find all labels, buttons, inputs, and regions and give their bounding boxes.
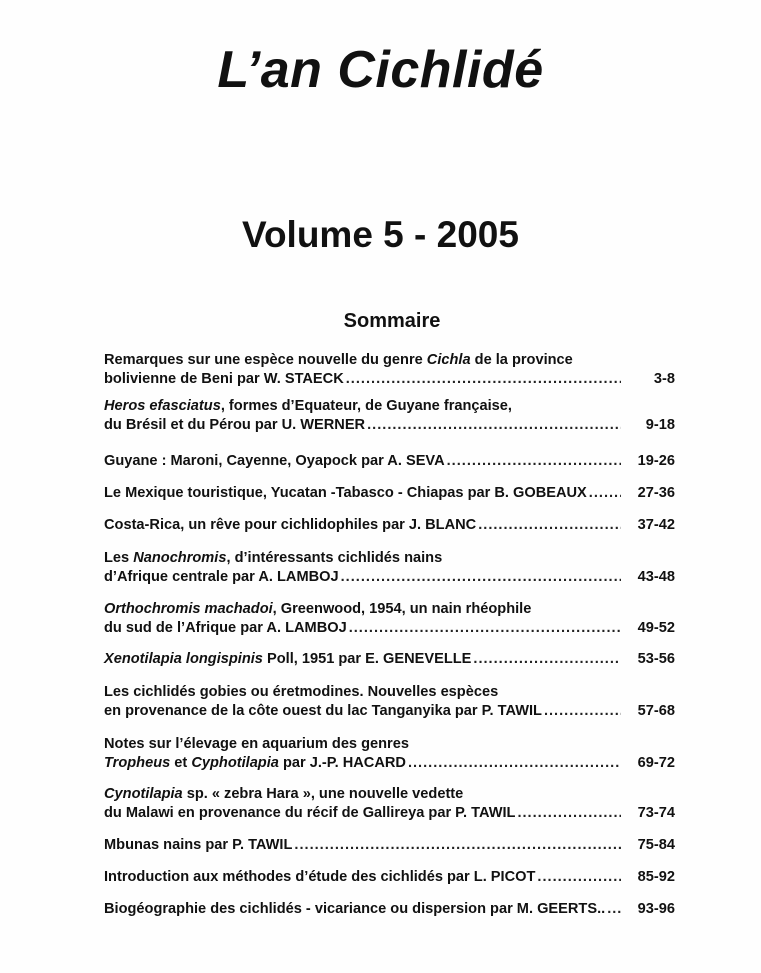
toc-entry-text-segment: Les cichlidés gobies ou éretmodines. Nouvelles espèces — [104, 684, 499, 700]
toc-entry-text-segment: Mbunas nains par P. TAWIL — [104, 837, 293, 853]
table-of-contents-heading: Sommaire — [343, 310, 441, 332]
toc-entry-text-segment: Costa-Rica, un rêve pour cichlidophiles par J. BLANC — [104, 517, 477, 533]
toc-entry — [104, 600, 675, 637]
toc-entry-italic-text: Orthochromis machadoi — [104, 601, 273, 617]
toc-entry-text — [104, 397, 512, 416]
toc-page-range: 93-96 — [637, 901, 675, 917]
toc-leader-dots — [473, 650, 621, 669]
toc-leader-dots — [367, 416, 621, 435]
toc-page-range: 69-72 — [637, 754, 675, 771]
toc-entry-text-segment: de la province — [470, 352, 573, 368]
toc-entry — [104, 683, 675, 720]
toc-entry — [104, 549, 675, 586]
toc-page-range: 53-56 — [637, 651, 675, 667]
toc-leader-dots — [607, 900, 621, 919]
toc-page-range: 49-52 — [637, 619, 675, 636]
toc-entry-line — [104, 868, 675, 887]
toc-entry-text-segment: Introduction aux méthodes d’étude des cichlidés par L. PICOT — [104, 869, 536, 885]
toc-entry-italic-text: Tropheus — [104, 754, 171, 771]
toc-entry-line — [104, 785, 675, 804]
toc-entry-text — [104, 900, 605, 919]
toc-entry-text — [104, 370, 344, 389]
toc-entry-line — [104, 370, 675, 389]
toc-entry — [104, 484, 675, 503]
toc-page-range: 85-92 — [637, 869, 675, 885]
toc-entry-text — [104, 702, 542, 721]
toc-entry-text-segment: du Malawi en provenance du récif de Gallireya par P. TAWIL — [104, 804, 516, 821]
toc-entry-line — [104, 754, 675, 773]
toc-leader-dots — [341, 568, 621, 587]
toc-entry-line — [104, 568, 675, 587]
toc-entry — [104, 785, 675, 822]
toc-entry-text-segment: par J.-P. HACARD — [278, 754, 406, 771]
toc-entry-text-segment: d’Afrique centrale par A. LAMBOJ — [104, 568, 339, 585]
toc-entry-text — [104, 484, 587, 503]
toc-entry-text — [104, 785, 463, 804]
toc-entry-line — [104, 351, 675, 370]
toc-page-range: 9-18 — [645, 416, 675, 433]
toc-page-range: 57-68 — [637, 702, 675, 719]
toc-entry-text-segment: en provenance de la côte ouest du lac Tanganyika par P. TAWIL — [104, 702, 542, 719]
toc-entry-text — [104, 416, 365, 435]
toc-entry-italic-text: Nanochromis — [133, 550, 227, 566]
toc-entry — [104, 397, 675, 434]
journal-title: L’an Cichlidé — [217, 41, 544, 99]
toc-entry-text — [104, 452, 445, 471]
toc-entry-line — [104, 650, 675, 669]
toc-entry-italic-text: Cichla — [426, 352, 471, 368]
toc-entry-line — [104, 900, 675, 919]
toc-entry-italic-text: Cynotilapia — [104, 786, 183, 802]
toc-entry-text — [104, 804, 515, 823]
toc-entry-line — [104, 702, 675, 721]
toc-entry-line — [104, 484, 675, 503]
toc-entry-text-segment: du Brésil et du Pérou par U. WERNER — [104, 416, 366, 433]
toc-entry-text — [104, 683, 498, 702]
toc-entry — [104, 868, 675, 887]
toc-entry-text — [104, 351, 573, 370]
toc-entry — [104, 735, 675, 772]
toc-leader-dots — [537, 868, 621, 887]
toc-entry-italic-text: Heros efasciatus — [104, 398, 221, 414]
volume-heading: Volume 5 - 2005 — [242, 214, 519, 255]
toc-entry — [104, 452, 675, 471]
toc-entry-text-segment: , formes d’Equateur, de Guyane française, — [220, 398, 512, 414]
toc-entry-text-segment: Les — [104, 550, 134, 566]
toc-entry-italic-text: Xenotilapia longispinis — [104, 651, 263, 667]
toc-entry — [104, 351, 675, 388]
toc-entry — [104, 650, 675, 669]
toc-entry-text — [104, 568, 339, 587]
toc-entry-text-segment: sp. « zebra Hara », une nouvelle vedette — [182, 786, 464, 802]
toc-entry-text-segment: Biogéographie des cichlidés - vicariance ou dispersion par M. GEERTS.. — [104, 901, 606, 917]
toc-entry — [104, 836, 675, 855]
toc-entry-text — [104, 868, 535, 887]
toc-leader-dots — [349, 619, 621, 638]
toc-entry-text — [104, 754, 406, 773]
toc-entry-line — [104, 804, 675, 823]
toc-leader-dots — [589, 484, 621, 503]
toc-leader-dots — [408, 754, 621, 773]
toc-leader-dots — [447, 452, 621, 471]
toc-page-range: 37-42 — [637, 517, 675, 533]
toc-entry-text — [104, 600, 531, 619]
toc-leader-dots — [478, 516, 621, 535]
toc-entry-text-segment: Guyane : Maroni, Cayenne, Oyapock par A. SEVA — [104, 453, 445, 469]
toc-entry-line — [104, 600, 675, 619]
toc-entry — [104, 516, 675, 535]
toc-entry-text — [104, 516, 476, 535]
toc-entry-text-segment: Notes sur l’élevage en aquarium des genres — [104, 736, 409, 752]
toc-leader-dots — [544, 702, 621, 721]
toc-entry-text-segment: , Greenwood, 1954, un nain rhéophile — [272, 601, 532, 617]
toc-leader-dots — [346, 370, 621, 389]
toc-entry-text-segment: Remarques sur une espèce nouvelle du genre — [104, 352, 427, 368]
toc-entry-line — [104, 452, 675, 471]
toc-entry-line — [104, 416, 675, 435]
toc-entry-text — [104, 735, 409, 754]
toc-entry-line — [104, 836, 675, 855]
toc-page-range: 73-74 — [637, 804, 675, 821]
toc-leader-dots — [517, 804, 621, 823]
toc-entry-line — [104, 549, 675, 568]
toc-entry — [104, 900, 675, 919]
toc-entry-line — [104, 516, 675, 535]
toc-entry-italic-text: Cyphotilapia — [191, 754, 279, 771]
toc-entry-text-segment: bolivienne de Beni par W. STAECK — [104, 370, 344, 387]
toc-page-range: 27-36 — [637, 485, 675, 501]
toc-entry-line — [104, 619, 675, 638]
toc-entry-text — [104, 836, 292, 855]
toc-page-range: 43-48 — [637, 568, 675, 585]
toc-entry-text — [104, 549, 442, 568]
toc-entry-text-segment: , d’intéressants cichlidés nains — [226, 550, 443, 566]
toc-leader-dots — [294, 836, 621, 855]
toc-entry-text-segment: et — [170, 754, 192, 771]
toc-entry-text-segment: du sud de l’Afrique par A. LAMBOJ — [104, 619, 347, 636]
toc-entry-text-segment: Le Mexique touristique, Yucatan -Tabasco - Chiapas par B. GOBEAUX — [104, 485, 587, 501]
toc-page-range: 3-8 — [653, 370, 675, 387]
toc-entry-text-segment: Poll, 1951 par E. GENEVELLE — [262, 651, 472, 667]
toc-entry-line — [104, 397, 675, 416]
toc-entry-line — [104, 683, 675, 702]
toc-entry-text — [104, 619, 347, 638]
toc-page-range: 75-84 — [637, 837, 675, 853]
toc-entry-text — [104, 650, 471, 669]
toc-entry-line — [104, 735, 675, 754]
toc-page-range: 19-26 — [637, 453, 675, 469]
